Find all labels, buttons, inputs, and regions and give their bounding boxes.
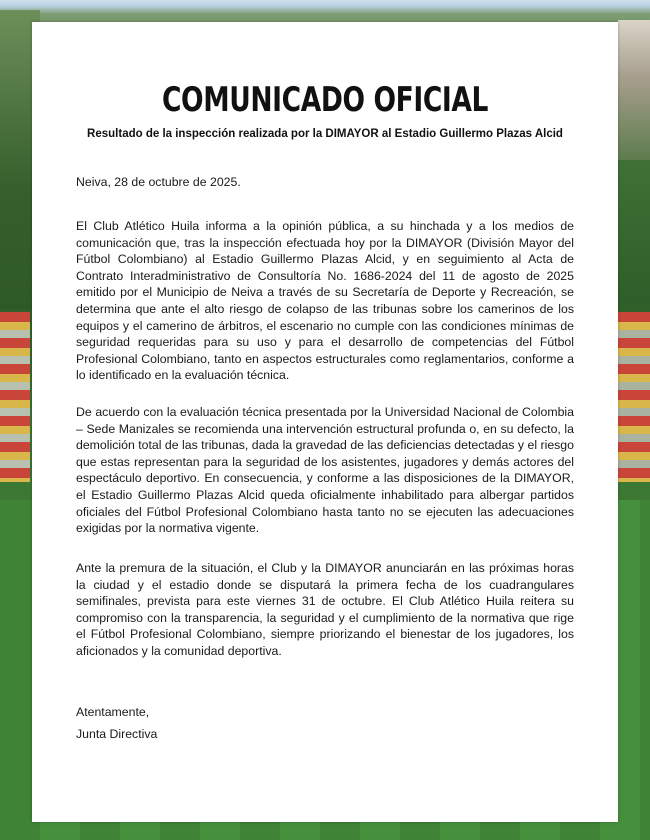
statement-sheet <box>32 22 618 822</box>
date-line: Neiva, 28 de octubre de 2025. <box>76 175 241 189</box>
signature-line: Junta Directiva <box>76 727 158 741</box>
background-town <box>618 20 650 160</box>
paragraph-2: De acuerdo con la evaluación técnica presentada por la Universidad Nacional de Colombia – Sede Manizales se recomienda una intervención estructural profunda o, en su defecto, la demolición total de las tribunas, dada la gravedad de las deficiencias detectadas y el riesgo que estas representan para la seguridad de los asistentes, jugadores y demás actores del espectáculo deportivo. En consecuencia, y conforme a las disposiciones de la DIMAYOR, el Estadio Guillermo Plazas Alcid queda oficialmente inhabilitado para albergar partidos oficiales del Fútbol Profesional Colombiano hasta tanto no se ejecuten las adecuaciones exigidas por la normativa vigente. <box>76 405 574 536</box>
paragraph-3: Ante la premura de la situación, el Club y la DIMAYOR anunciarán en las próximas horas la ciudad y el estadio donde se disputará la primera fecha de los cuadrangulares semifinales, prevista para este viernes 31 de octubre. El Club Atlético Huila reitera su compromiso con la transparencia, la seguridad y el cumplimiento de la normativa que rige el Fútbol Profesional Colombiano, siempre priorizando el bienestar de los jugadores, los aficionados y la comunidad deportiva. <box>76 561 574 658</box>
document-subtitle: Resultado de la inspección realizada por la DIMAYOR al Estadio Guillermo Plazas Alcid <box>87 128 563 140</box>
closing-line: Atentamente, <box>76 705 150 719</box>
background-stand-left <box>0 312 30 482</box>
document-title: COMUNICADO OFICIAL <box>161 80 489 120</box>
background-stand-right <box>618 312 650 482</box>
paragraph-1: El Club Atlético Huila informa a la opinión pública, a su hinchada y a los medios de comunicación que, tras la inspección efectuada hoy por la DIMAYOR (División Mayor del Fútbol Colombiano) al Estadio Guillermo Plazas Alcid, y en seguimiento al Acta de Contrato Interadministrativo de Consultoría No. 1686-2024 del 11 de agosto de 2025 emitido por el Municipio de Neiva a través de su Secretaría de Deporte y Recreación, se determina que ante el alto riesgo de colapso de las tribunas sobre los camerinos de los equipos y el camerino de árbitros, el escenario no cumple con las condiciones mínimas de seguridad requeridas para su uso y para el desarrollo de competencias del Fútbol Profesional Colombiano, tanto en aspectos estructurales como reglamentarios, conforme a lo identificado en la evaluación técnica. <box>76 219 574 383</box>
